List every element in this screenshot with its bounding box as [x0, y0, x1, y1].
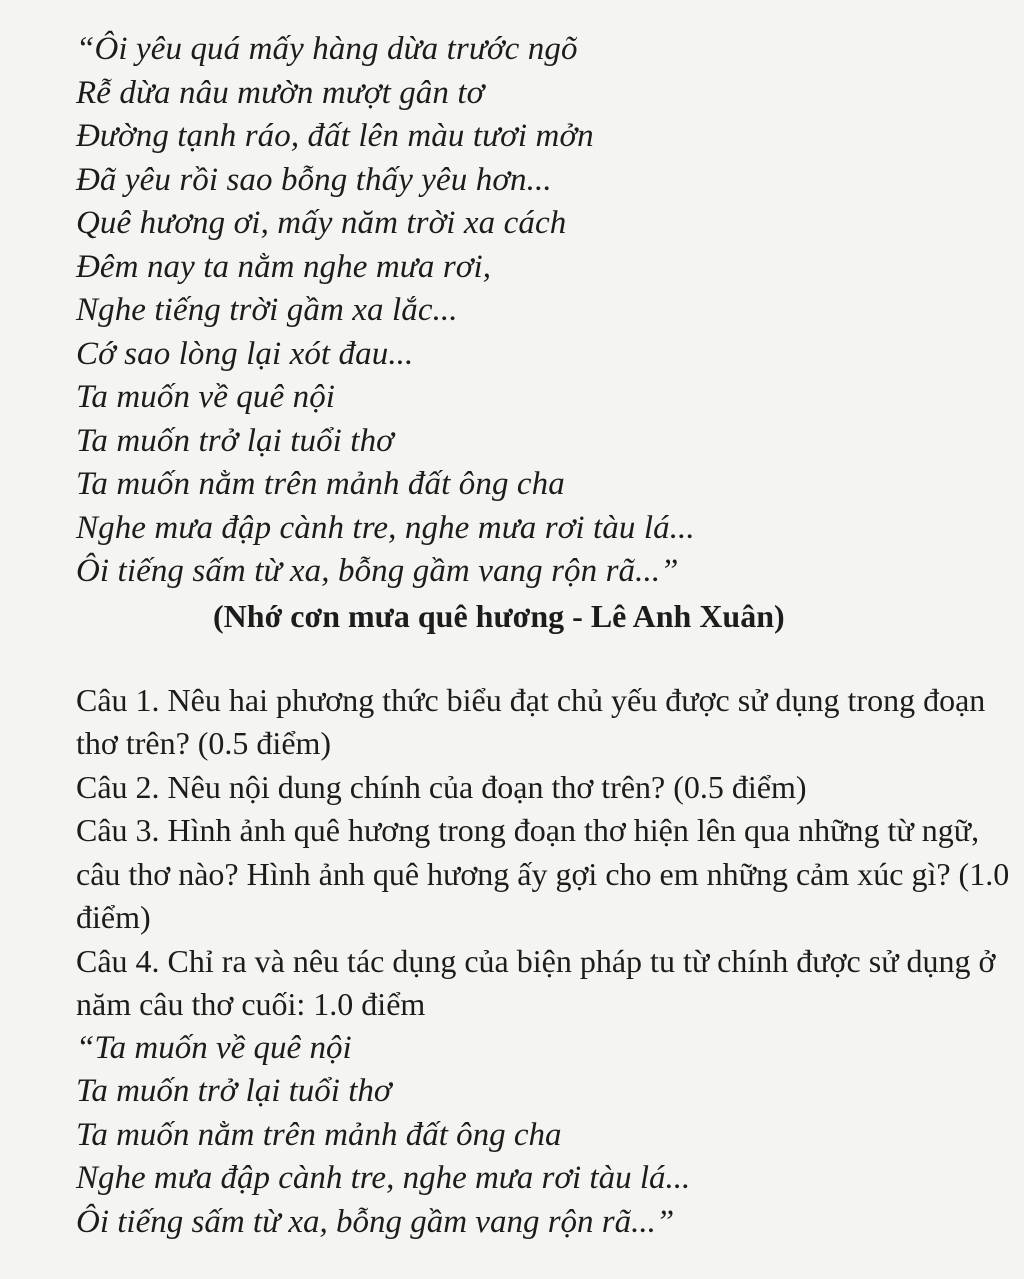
question-3: Câu 3. Hình ảnh quê hương trong đoạn thơ hiện lên qua những từ ngữ, câu thơ nào? Hình ảnh quê hương ấy gợi cho em những cảm xúc gì? (1.0 điểm): [76, 812, 1010, 935]
poem-line: Quê hương ơi, mấy năm trời xa cách: [76, 205, 567, 241]
quoted-line: Ôi tiếng sấm từ xa, bỗng gầm vang rộn rã...”: [76, 1203, 675, 1240]
question-2: Câu 2. Nêu nội dung chính của đoạn thơ trên? (0.5 điểm): [76, 768, 807, 805]
poem-line: Rễ dừa nâu mườn mượt gân tơ: [76, 74, 485, 111]
poem-line: Ta muốn nằm trên mảnh đất ông cha: [76, 466, 565, 502]
poem-line: Nghe mưa đập cành tre, nghe mưa rơi tàu lá...: [76, 509, 695, 546]
question-list: [76, 679, 1016, 1245]
poem-attribution: (Nhớ cơn mưa quê hương - Lê Anh Xuân): [213, 597, 785, 634]
poem-line: Đường tạnh ráo, đất lên màu tươi mởn: [76, 118, 594, 154]
poem-line: Ôi tiếng sấm từ xa, bỗng gầm vang rộn rã...”: [76, 553, 679, 589]
quoted-line: Ta muốn trở lại tuổi thơ: [76, 1073, 392, 1109]
poem-line: Ta muốn trở lại tuổi thơ: [76, 422, 394, 459]
poem-line: Cớ sao lòng lại xót đau...: [76, 335, 414, 372]
quoted-line: Ta muốn nằm trên mảnh đất ông cha: [76, 1116, 562, 1153]
poem-line: Nghe tiếng trời gầm xa lắc...: [76, 292, 458, 328]
quoted-stanza: [76, 1027, 1016, 1245]
question-1: Câu 1. Nêu hai phương thức biểu đạt chủ yếu được sử dụng trong đoạn thơ trên? (0.5 điểm): [76, 681, 986, 761]
poem-line: “Ôi yêu quá mấy hàng dừa trước ngõ: [76, 31, 578, 67]
quoted-line: Nghe mưa đập cành tre, nghe mưa rơi tàu lá...: [76, 1160, 691, 1196]
poem-line: Đã yêu rồi sao bỗng thấy yêu hơn...: [76, 161, 552, 198]
poem-line: Ta muốn về quê nội: [76, 379, 336, 415]
quoted-line: “Ta muốn về quê nội: [76, 1029, 352, 1066]
poem-line: Đêm nay ta nằm nghe mưa rơi,: [76, 248, 492, 285]
poem: [76, 28, 994, 594]
question-4: Câu 4. Chỉ ra và nêu tác dụng của biện pháp tu từ chính được sử dụng ở năm câu thơ cuối: 1.0 điểm: [76, 942, 996, 1022]
